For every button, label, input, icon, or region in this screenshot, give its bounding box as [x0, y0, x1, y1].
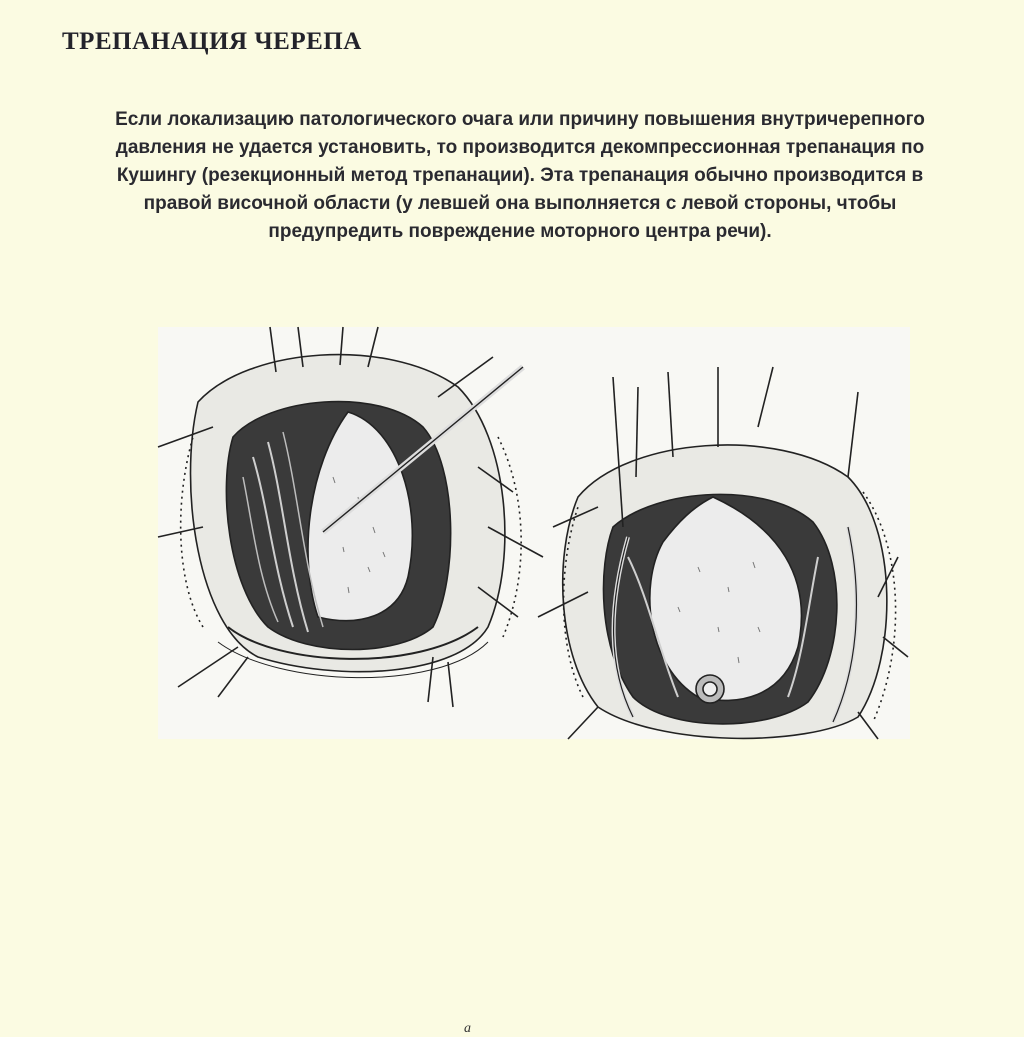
slide-title: ТРЕПАНАЦИЯ ЧЕРЕПА — [62, 28, 362, 55]
left-operative-field — [158, 327, 543, 707]
right-operative-field — [538, 367, 908, 739]
slide-body-text: Если локализацию патологического очага или причину повышения внутричерепного давления не удается установить, то производится декомпрессионная трепанация по Кушингу (резекционный метод трепанации). Эта трепанация обычно производится в правой височной области (у левшей она выполняется с левой стороны, чтобы предупредить повреждение моторного центра речи). — [115, 109, 925, 242]
figure-caption: а — [464, 1021, 471, 1036]
surgical-illustration — [158, 327, 910, 1036]
